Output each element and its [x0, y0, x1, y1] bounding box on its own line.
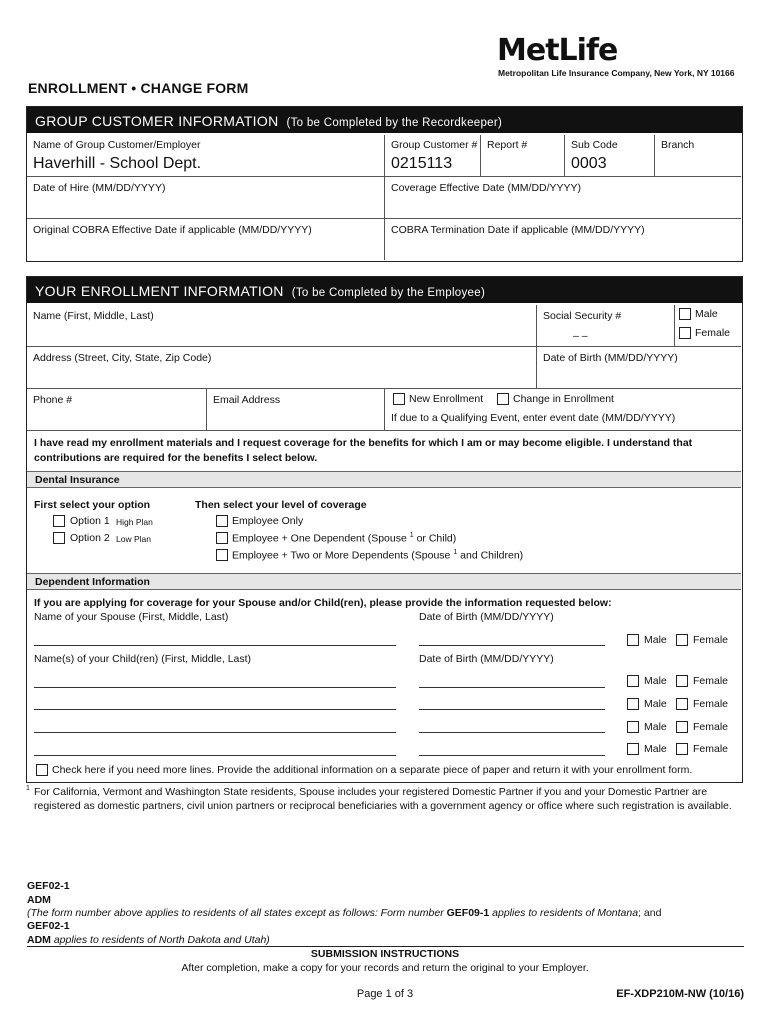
branch-label: Branch	[661, 139, 695, 151]
two-dependents-label: Employee + Two or More Dependents (Spouse $^1$ and Children)	[232, 549, 524, 562]
dental-insurance-bar: Dental Insurance	[27, 471, 741, 488]
two-dependents-checkbox[interactable]	[216, 549, 228, 561]
option1-checkbox[interactable]	[53, 515, 65, 527]
enrollment-section-header	[27, 277, 742, 303]
coverage-date-label: Coverage Effective Date (MM/DD/YYYY)	[391, 182, 582, 194]
spouse-female-label: Female	[693, 634, 729, 646]
child-name-line[interactable]	[34, 755, 396, 756]
customer-number-label: Group Customer #	[391, 139, 478, 151]
spouse-name-line[interactable]	[34, 645, 396, 646]
employer-field[interactable]	[27, 135, 385, 177]
child-male-label: Male	[644, 721, 667, 733]
child-dob-line[interactable]	[419, 709, 605, 710]
branch-field[interactable]	[655, 135, 741, 177]
page-number: Page 1 of 3	[356, 988, 414, 1000]
child-male-checkbox[interactable]	[627, 698, 639, 710]
ssn-field[interactable]	[537, 305, 675, 347]
phone-field[interactable]	[27, 389, 207, 431]
option2-checkbox[interactable]	[53, 532, 65, 544]
more-lines-checkbox[interactable]	[36, 764, 48, 776]
qualifying-event-label[interactable]: If due to a Qualifying Event, enter event date (MM/DD/YYYY)	[391, 412, 676, 424]
one-dependent-checkbox[interactable]	[216, 532, 228, 544]
child-male-checkbox[interactable]	[627, 721, 639, 733]
male-label: Male	[695, 308, 718, 320]
form-code-1: GEF02-1	[27, 880, 70, 892]
phone-label: Phone #	[33, 394, 73, 406]
cobra-termination-field[interactable]	[385, 219, 741, 260]
dependent-information-bar: Dependent Information	[27, 573, 741, 590]
enrollment-section	[26, 276, 743, 783]
child-male-label: Male	[644, 675, 667, 687]
child-male-checkbox[interactable]	[627, 743, 639, 755]
child-female-checkbox[interactable]	[676, 721, 688, 733]
form-code-2: GEF02-1	[27, 920, 70, 932]
children-dob-label: Date of Birth (MM/DD/YYYY)	[419, 653, 554, 665]
child-female-label: Female	[693, 743, 729, 755]
form-adm-1: ADM	[27, 894, 51, 906]
address-field[interactable]	[27, 347, 537, 389]
child-dob-line[interactable]	[419, 755, 605, 756]
option1-plan: High Plan	[116, 517, 153, 527]
form-title: ENROLLMENT • CHANGE FORM	[28, 80, 249, 96]
group-customer-section	[26, 106, 743, 262]
report-number-label: Report #	[487, 139, 528, 151]
submission-title: SUBMISSION INSTRUCTIONS	[310, 948, 460, 960]
child-female-label: Female	[693, 698, 729, 710]
new-enrollment-checkbox[interactable]	[393, 393, 405, 405]
ssn-label: Social Security #	[543, 310, 622, 322]
group-section-header	[27, 107, 742, 133]
then-select-label: Then select your level of coverage	[195, 499, 367, 511]
spouse-dob-line[interactable]	[419, 645, 605, 646]
one-dependent-label: Employee + One Dependent (Spouse $^1$ or Child)	[232, 532, 457, 545]
spouse-male-checkbox[interactable]	[627, 634, 639, 646]
email-label: Email Address	[213, 394, 281, 406]
statement-line-2: contributions are required for the benefits I select below.	[34, 452, 318, 464]
new-enrollment-label: New Enrollment	[409, 393, 484, 405]
children-name-label: Name(s) of your Child(ren) (First, Middle, Last)	[34, 653, 252, 665]
employer-value: Haverhill - School Dept.	[33, 155, 202, 172]
customer-number-field[interactable]	[385, 135, 481, 177]
child-name-line[interactable]	[34, 687, 396, 688]
group-section-title: GROUP CUSTOMER INFORMATION	[35, 113, 279, 129]
cobra-effective-label: Original COBRA Effective Date if applicable (MM/DD/YYYY)	[33, 224, 312, 236]
sub-code-field[interactable]	[565, 135, 655, 177]
spouse-dob-label: Date of Birth (MM/DD/YYYY)	[419, 611, 554, 623]
female-label: Female	[695, 327, 731, 339]
footnote-number: 1	[26, 785, 30, 792]
spouse-female-checkbox[interactable]	[676, 634, 688, 646]
group-section-subtitle: (To be Completed by the Recordkeeper)	[286, 117, 503, 129]
first-select-label: First select your option	[34, 499, 151, 511]
metlife-logo: MetLife	[497, 33, 618, 68]
gender-field	[675, 305, 741, 347]
child-female-label: Female	[693, 721, 729, 733]
female-checkbox[interactable]	[679, 327, 691, 339]
employee-only-checkbox[interactable]	[216, 515, 228, 527]
footnote-line-1: For California, Vermont and Washington State residents, Spouse includes your registered Domestic Partner if you and your Domestic Partner are	[34, 786, 708, 798]
option2-label: Option 2	[70, 532, 110, 544]
change-enrollment-checkbox[interactable]	[497, 393, 509, 405]
employee-only-label: Employee Only	[232, 515, 304, 527]
submission-text: After completion, make a copy for your records and return the original to your Employer.	[181, 962, 589, 974]
email-field[interactable]	[207, 389, 385, 431]
statement-line-1: I have read my enrollment materials and I request coverage for the benefits for which I am or may become eligible. I understand that	[34, 437, 693, 449]
customer-number-value: 0215113	[391, 155, 453, 172]
company-address: Metropolitan Life Insurance Company, New York, NY 10166	[498, 68, 735, 78]
employee-name-label: Name (First, Middle, Last)	[33, 310, 154, 322]
cobra-termination-label: COBRA Termination Date if applicable (MM/DD/YYYY)	[391, 224, 645, 236]
divider	[27, 946, 744, 947]
spouse-male-label: Male	[644, 634, 667, 646]
form-number: EF-XDP210M-NW (10/16)	[616, 988, 744, 1000]
enrollment-type-field	[385, 389, 741, 431]
hire-date-field[interactable]	[27, 177, 385, 219]
enrollment-section-subtitle: (To be Completed by the Employee)	[291, 287, 486, 299]
ssn-dashes: – –	[573, 330, 588, 342]
employee-dob-label: Date of Birth (MM/DD/YYYY)	[543, 352, 678, 364]
more-lines-label: Check here if you need more lines. Provide the additional information on a separate piece of paper and return it with your enrollment form.	[52, 764, 693, 776]
address-label: Address (Street, City, State, Zip Code)	[33, 352, 212, 364]
employee-name-field[interactable]	[27, 305, 537, 347]
child-female-checkbox[interactable]	[676, 743, 688, 755]
child-female-checkbox[interactable]	[676, 675, 688, 687]
child-female-checkbox[interactable]	[676, 698, 688, 710]
form-note-line-1: (The form number above applies to residents of all states except as follows: Form number GEF09-1 applies to residents of Montana; and	[27, 907, 662, 919]
child-male-label: Male	[644, 743, 667, 755]
coverage-date-field[interactable]	[385, 177, 741, 219]
child-female-label: Female	[693, 675, 729, 687]
cobra-effective-field[interactable]	[27, 219, 385, 260]
child-name-line[interactable]	[34, 709, 396, 710]
enrollment-section-title: YOUR ENROLLMENT INFORMATION	[35, 283, 284, 299]
male-checkbox[interactable]	[679, 308, 691, 320]
form-note-line-2: ADM applies to residents of North Dakota and Utah)	[27, 934, 270, 946]
change-enrollment-label: Change in Enrollment	[513, 393, 614, 405]
child-dob-line[interactable]	[419, 687, 605, 688]
option1-label: Option 1	[70, 515, 110, 527]
footnote-line-2: registered as domestic partners, civil union partners or reciprocal beneficiaries with a government agency or office where such registration is available.	[34, 800, 732, 812]
employer-label: Name of Group Customer/Employer	[33, 139, 201, 151]
child-male-checkbox[interactable]	[627, 675, 639, 687]
option2-plan: Low Plan	[116, 534, 151, 544]
child-male-label: Male	[644, 698, 667, 710]
dependent-instruction: If you are applying for coverage for your Spouse and/or Child(ren), please provide the information requested below:	[34, 597, 612, 609]
child-name-line[interactable]	[34, 732, 396, 733]
spouse-name-label: Name of your Spouse (First, Middle, Last)	[34, 611, 229, 623]
child-dob-line[interactable]	[419, 732, 605, 733]
sub-code-label: Sub Code	[571, 139, 618, 151]
report-number-field[interactable]	[481, 135, 565, 177]
hire-date-label: Date of Hire (MM/DD/YYYY)	[33, 182, 166, 194]
employee-dob-field[interactable]	[537, 347, 741, 389]
sub-code-value: 0003	[571, 155, 607, 172]
